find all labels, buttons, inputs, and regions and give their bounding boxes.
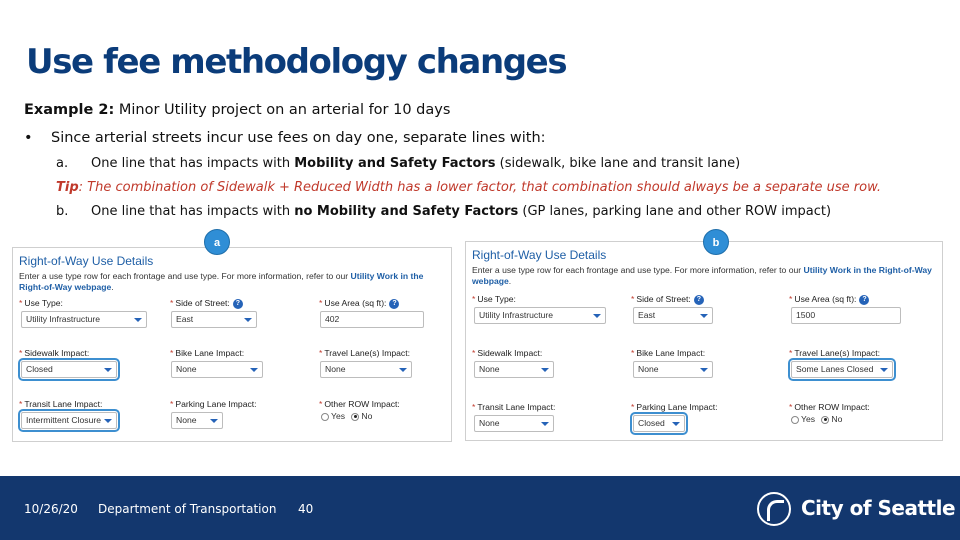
bullet-symbol: • [24, 130, 33, 146]
transit-lane-impact-label: Transit Lane Impact: [24, 399, 103, 409]
other-row-yes-radio[interactable] [791, 416, 799, 424]
use-type-select[interactable] [474, 307, 606, 324]
transit-lane-impact-select[interactable] [474, 415, 554, 432]
sidewalk-impact-select[interactable] [21, 361, 117, 378]
panel-description [13, 270, 451, 293]
bike-lane-impact-select[interactable] [633, 361, 713, 378]
sub-item-a [56, 156, 740, 171]
bike-lane-impact-select[interactable] [171, 361, 263, 378]
other-row-no-label: No [361, 411, 373, 421]
parking-lane-impact-value: None [176, 415, 197, 425]
chevron-down-icon [700, 314, 708, 318]
sub-item-b-bold: no Mobility and Safety Factors [294, 204, 519, 219]
sub-item-a-marker: a. [56, 156, 69, 171]
sub-item-b-marker: b. [56, 204, 69, 219]
sidewalk-impact-label: Sidewalk Impact: [24, 348, 90, 358]
chevron-down-icon [134, 318, 142, 322]
other-row-yes-label: Yes [801, 414, 816, 424]
sub-item-a-bold: Mobility and Safety Factors [294, 156, 496, 171]
panel-description [466, 264, 942, 287]
transit-lane-impact-value: None [479, 418, 500, 428]
chevron-down-icon [399, 368, 407, 372]
chevron-down-icon [250, 368, 258, 372]
other-row-impact-label: Other ROW Impact: [794, 402, 870, 412]
example-label: Example 2: [24, 102, 115, 118]
sub-item-b-tail: (GP lanes, parking lane and other ROW impact) [518, 204, 832, 219]
other-row-impact-radios [321, 411, 372, 421]
travel-lane-impact-value: Some Lanes Closed [796, 364, 874, 374]
chevron-down-icon [593, 314, 601, 318]
chevron-down-icon [104, 368, 112, 372]
bullet-line [24, 130, 546, 146]
bike-lane-impact-label: Bike Lane Impact: [175, 348, 245, 358]
panel-heading: Right-of-Way Use Details [472, 248, 607, 262]
use-type-select[interactable] [21, 311, 147, 328]
other-row-impact-label: Other ROW Impact: [324, 399, 400, 409]
other-row-yes-label: Yes [331, 411, 346, 421]
parking-lane-impact-value: Closed [638, 418, 665, 428]
use-area-field: * Use Area (sq ft): ? [319, 298, 399, 309]
panel-b-badge: b [703, 229, 729, 255]
transit-lane-impact-field: * Transit Lane Impact: [472, 402, 556, 412]
use-area-label: Use Area (sq ft): [324, 298, 387, 308]
bike-lane-impact-value: None [176, 364, 197, 374]
use-type-field: * Use Type: [19, 298, 63, 308]
tip-text: : The combination of Sidewalk + Reduced Width has a lower factor, that combination should always be a separate use row. [78, 180, 882, 195]
chevron-down-icon [541, 422, 549, 426]
sidewalk-impact-label: Sidewalk Impact: [477, 348, 543, 358]
panel-desc-text: Enter a use type row for each frontage and use type. For more information, refer to our [19, 271, 351, 281]
travel-lane-impact-select[interactable] [791, 361, 893, 378]
use-area-value: 1500 [796, 310, 816, 320]
footer-bar [0, 476, 960, 540]
other-row-yes-radio[interactable] [321, 413, 329, 421]
sub-item-b [56, 204, 831, 219]
panel-a-badge: a [204, 229, 230, 255]
use-type-value: Utility Infrastructure [479, 310, 554, 320]
sub-item-a-tail: (sidewalk, bike lane and transit lane) [495, 156, 741, 171]
footer-date: 10/26/20 [24, 502, 78, 516]
panel-heading: Right-of-Way Use Details [19, 254, 154, 268]
sub-item-b-lead: One line that has impacts with [91, 204, 295, 219]
slide-title: Use fee methodology changes [26, 42, 567, 82]
use-type-value: Utility Infrastructure [26, 314, 101, 324]
footer-department: Department of Transportation [98, 502, 277, 516]
transit-lane-impact-select[interactable] [21, 412, 117, 429]
example-line [24, 102, 450, 118]
travel-lane-impact-field: * Travel Lane(s) Impact: [789, 348, 881, 358]
sidewalk-impact-field: * Sidewalk Impact: [472, 348, 543, 358]
city-seal-icon [757, 492, 791, 526]
parking-lane-impact-select[interactable] [633, 415, 685, 432]
panel-desc-end: . [111, 282, 114, 292]
panel-desc-end: . [508, 276, 512, 286]
sub-item-a-lead: One line that has impacts with [91, 156, 295, 171]
parking-lane-impact-field: * Parking Lane Impact: [631, 402, 718, 412]
use-area-input[interactable] [320, 311, 424, 328]
side-of-street-field: * Side of Street: ? [170, 298, 243, 309]
sidewalk-impact-select[interactable] [474, 361, 554, 378]
help-icon[interactable]: ? [233, 299, 243, 309]
use-area-label: Use Area (sq ft): [794, 294, 857, 304]
use-area-field: * Use Area (sq ft): ? [789, 294, 869, 305]
travel-lane-impact-value: None [325, 364, 346, 374]
other-row-no-label: No [831, 414, 843, 424]
other-row-no-radio[interactable] [821, 416, 829, 424]
other-row-impact-field: * Other ROW Impact: [319, 399, 400, 409]
other-row-no-radio[interactable] [351, 413, 359, 421]
other-row-impact-radios [791, 414, 842, 424]
use-type-field: * Use Type: [472, 294, 516, 304]
transit-lane-impact-field: * Transit Lane Impact: [19, 399, 103, 409]
side-of-street-select[interactable] [633, 307, 713, 324]
row-use-details-panel-b [465, 241, 943, 441]
side-of-street-label: Side of Street: [175, 298, 230, 308]
bike-lane-impact-field: * Bike Lane Impact: [170, 348, 245, 358]
chevron-down-icon [672, 422, 680, 426]
chevron-down-icon [700, 368, 708, 372]
chevron-down-icon [244, 318, 252, 322]
sidewalk-impact-value: None [479, 364, 500, 374]
chevron-down-icon [880, 368, 888, 372]
side-of-street-field: * Side of Street: ? [631, 294, 704, 305]
sidewalk-impact-field: * Sidewalk Impact: [19, 348, 90, 358]
use-type-label: Use Type: [24, 298, 63, 308]
utility-work-link[interactable]: Utility Work in the Right-of-Way webpage [472, 265, 932, 286]
travel-lane-impact-label: Travel Lane(s) Impact: [794, 348, 881, 358]
help-icon[interactable]: ? [389, 299, 399, 309]
travel-lane-impact-select[interactable] [320, 361, 412, 378]
chevron-down-icon [541, 368, 549, 372]
panel-desc-text: Enter a use type row for each frontage and use type. For more information, refer to our [472, 265, 804, 275]
parking-lane-impact-field: * Parking Lane Impact: [170, 399, 257, 409]
side-of-street-select[interactable] [171, 311, 257, 328]
transit-lane-impact-label: Transit Lane Impact: [477, 402, 556, 412]
tip-line [56, 180, 881, 195]
bullet-text: Since arterial streets incur use fees on day one, separate lines with: [51, 130, 546, 146]
utility-work-link[interactable]: Utility Work in the Right-of-Way webpage [19, 271, 424, 292]
side-of-street-value: East [638, 310, 656, 320]
parking-lane-impact-label: Parking Lane Impact: [175, 399, 257, 409]
use-type-label: Use Type: [477, 294, 516, 304]
footer-page-number: 40 [298, 502, 314, 516]
transit-lane-impact-value: Intermittent Closure [26, 415, 101, 425]
chevron-down-icon [210, 419, 218, 423]
help-icon[interactable]: ? [694, 295, 704, 305]
city-logo-text: City of Seattle [801, 496, 956, 520]
side-of-street-value: East [176, 314, 194, 324]
parking-lane-impact-label: Parking Lane Impact: [636, 402, 718, 412]
chevron-down-icon [104, 419, 112, 423]
row-use-details-panel-a [12, 247, 452, 442]
side-of-street-label: Side of Street: [636, 294, 691, 304]
bike-lane-impact-label: Bike Lane Impact: [636, 348, 706, 358]
help-icon[interactable]: ? [859, 295, 869, 305]
parking-lane-impact-select[interactable] [171, 412, 223, 429]
travel-lane-impact-label: Travel Lane(s) Impact: [324, 348, 411, 358]
example-text: Minor Utility project on an arterial for 10 days [114, 102, 451, 118]
sidewalk-impact-value: Closed [26, 364, 53, 374]
use-area-value: 402 [325, 314, 340, 324]
bike-lane-impact-value: None [638, 364, 659, 374]
use-area-input[interactable] [791, 307, 901, 324]
tip-label: Tip [56, 180, 79, 195]
bike-lane-impact-field: * Bike Lane Impact: [631, 348, 706, 358]
other-row-impact-field: * Other ROW Impact: [789, 402, 870, 412]
travel-lane-impact-field: * Travel Lane(s) Impact: [319, 348, 411, 358]
